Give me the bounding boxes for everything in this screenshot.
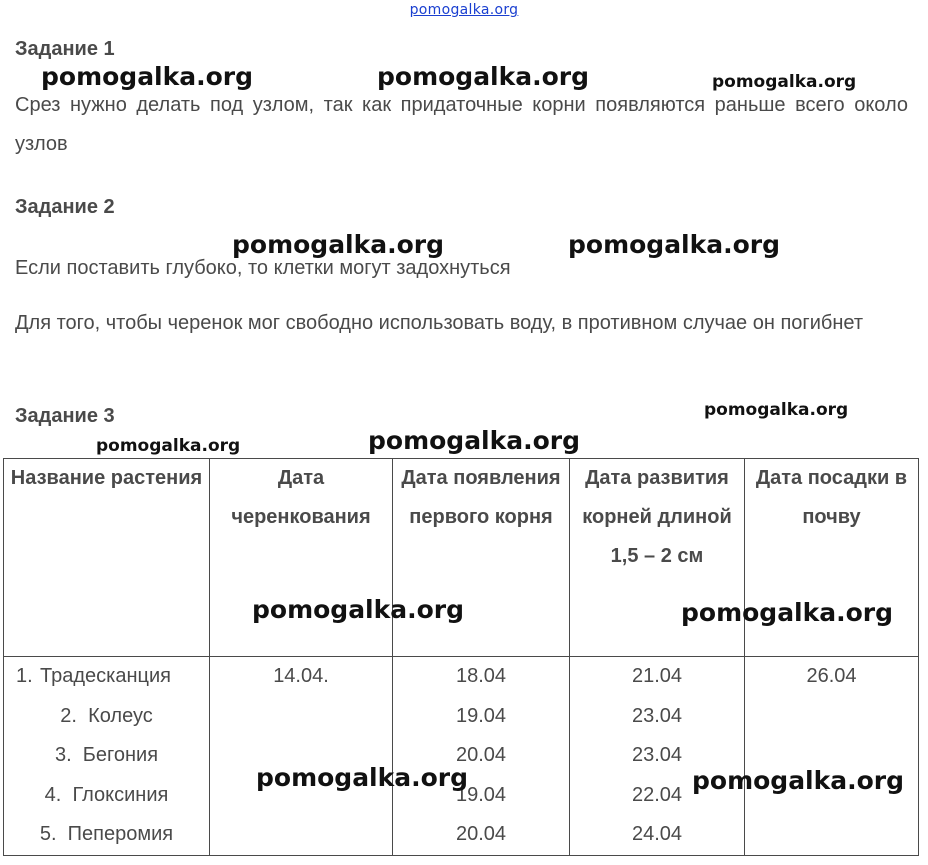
header-cutting-date: Дата черенкования — [210, 459, 393, 657]
first-root-date: 19.04 — [455, 783, 507, 806]
list-item — [4, 815, 209, 855]
table-row — [4, 657, 919, 856]
root-development-date: 23.04 — [631, 744, 683, 766]
task3-title: Задание 3 — [15, 405, 115, 427]
list-item — [4, 697, 209, 737]
watermark: pomogalka.org — [96, 436, 241, 456]
plant-name: Глоксиния — [72, 783, 169, 806]
watermark: pomogalka.org — [681, 598, 894, 627]
list-item — [4, 657, 209, 697]
plant-name: Колеус — [88, 704, 153, 727]
task2-title: Задание 2 — [15, 196, 115, 218]
plant-name: Традесканция — [40, 665, 171, 687]
planting-date: 26.04 — [806, 665, 857, 687]
header-root-development-date: Дата развития корней длиной 1,5 – 2 см — [570, 459, 745, 657]
root-development-date: 21.04 — [631, 665, 683, 687]
plant-name: Пеперомия — [67, 823, 174, 845]
watermark: pomogalka.org — [252, 595, 465, 624]
list-item — [4, 776, 209, 816]
cutting-date: 14.04. — [273, 665, 329, 687]
site-link[interactable]: pomogalka.org — [409, 2, 519, 18]
watermark: pomogalka.org — [232, 230, 445, 259]
header-plant-name: Название растения — [4, 459, 210, 657]
first-root-date: 20.04 — [455, 744, 507, 766]
task1-text: Срез нужно делать под узлом, так как придаточные корни появляются раньше всего около узлов — [15, 94, 908, 155]
root-development-date: 24.04 — [631, 823, 683, 845]
planting-date-cell — [745, 657, 919, 856]
root-development-date-cell — [570, 657, 745, 856]
task2-paragraph-1: Если поставить глубоко, то клетки могут задохнуться — [15, 257, 511, 279]
watermark: pomogalka.org — [712, 72, 857, 92]
first-root-date: 20.04 — [455, 823, 507, 845]
plant-name-cell — [4, 657, 210, 856]
list-number: 5. — [39, 823, 57, 845]
propagation-table — [3, 458, 919, 856]
watermark: pomogalka.org — [692, 766, 905, 795]
list-number: 2. — [60, 704, 77, 727]
header-first-root-date: Дата появления первого корня — [393, 459, 570, 657]
task2-paragraph-2: Для того, чтобы черенок мог свободно использовать воду, в противном случае он погибнет — [15, 312, 863, 334]
watermark: pomogalka.org — [368, 426, 581, 455]
watermark: pomogalka.org — [377, 62, 590, 91]
task1-title: Задание 1 — [15, 38, 115, 60]
first-root-date: 19.04 — [455, 704, 507, 727]
list-number: 4. — [44, 783, 62, 806]
watermark: pomogalka.org — [704, 400, 849, 420]
root-development-date: 22.04 — [631, 783, 683, 806]
list-number: 3. — [54, 744, 72, 766]
list-number: 1. — [16, 665, 33, 687]
plant-name: Бегония — [82, 744, 159, 766]
watermark: pomogalka.org — [256, 763, 469, 792]
root-development-date: 23.04 — [631, 704, 683, 727]
first-root-date-cell — [393, 657, 570, 856]
header-planting-date: Дата посадки в почву — [745, 459, 919, 657]
list-item — [4, 736, 209, 776]
cutting-date-cell — [210, 657, 393, 856]
watermark: pomogalka.org — [41, 62, 254, 91]
watermark: pomogalka.org — [568, 230, 781, 259]
first-root-date: 18.04 — [455, 665, 507, 687]
